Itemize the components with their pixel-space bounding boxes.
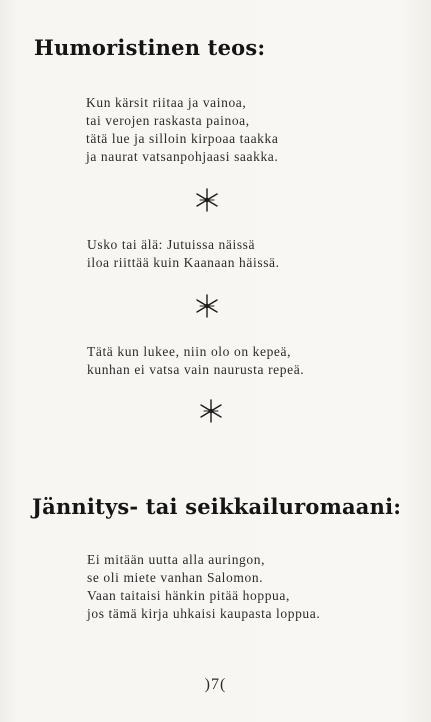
section-title-adventure: Jännitys- tai seikkailuromaani: bbox=[32, 494, 402, 519]
stanza-3 bbox=[87, 343, 304, 379]
star-ornament-icon bbox=[195, 294, 219, 318]
verse-line: Usko tai älä: Jutuissa näissä bbox=[87, 237, 256, 252]
verse-line: tätä lue ja silloin kirpoaa taakka bbox=[86, 131, 279, 146]
stanza-2 bbox=[87, 236, 280, 272]
verse-line: Kun kärsit riitaa ja vainoa, bbox=[86, 95, 247, 110]
verse-line: Tätä kun lukee, niin olo on kepeä, bbox=[87, 344, 292, 359]
verse-line: Vaan taitaisi hänkin pitää hoppua, bbox=[87, 588, 290, 603]
stanza-1 bbox=[86, 94, 278, 166]
verse-line: iloa riittää kuin Kaanaan häissä. bbox=[87, 255, 280, 270]
verse-line: se oli miete vanhan Salomon. bbox=[87, 570, 264, 585]
page-number: )7( bbox=[204, 676, 227, 693]
star-ornament-icon bbox=[199, 399, 223, 423]
section-title-humorous: Humoristinen teos: bbox=[34, 35, 266, 60]
verse-line: Ei mitään uutta alla auringon, bbox=[87, 552, 266, 567]
verse-line: ja naurat vatsanpohjaasi saakka. bbox=[86, 149, 279, 164]
verse-line: tai verojen raskasta painoa, bbox=[86, 113, 250, 128]
star-ornament-icon bbox=[195, 188, 219, 212]
verse-line: jos tämä kirja uhkaisi kaupasta loppua. bbox=[87, 606, 321, 621]
stanza-4 bbox=[87, 551, 320, 623]
verse-line: kunhan ei vatsa vain naurusta repeä. bbox=[87, 362, 305, 377]
